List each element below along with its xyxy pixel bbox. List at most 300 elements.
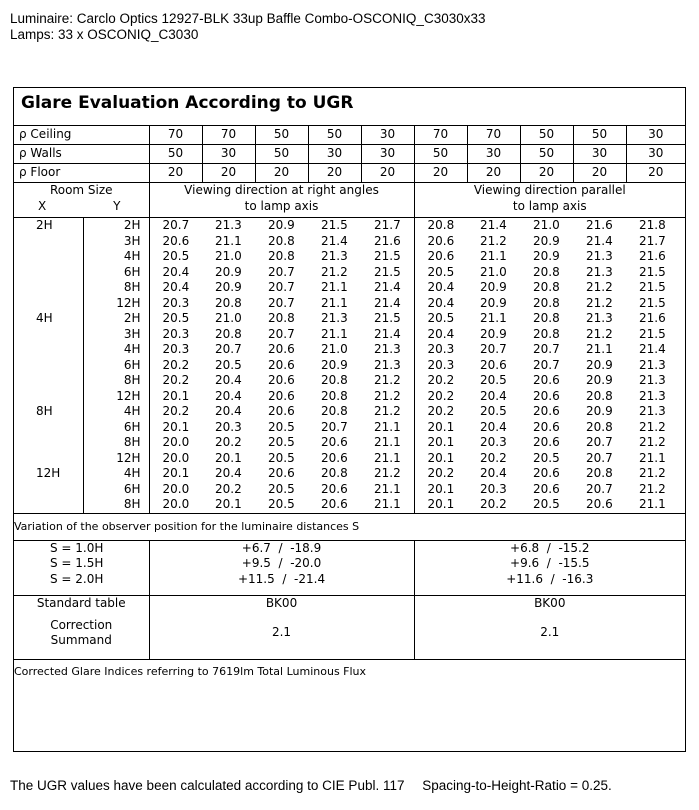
room-x-cell [14, 404, 83, 466]
ugr-value: 20.2 [427, 466, 455, 480]
ugr-value: 20.4 [480, 388, 507, 403]
ugr-value: 20.4 [427, 295, 455, 310]
ugr-value: 21.3 [586, 311, 613, 325]
room-y-value: 6H [123, 419, 141, 434]
ugr-value-column [149, 218, 202, 312]
ugr-value: 20.6 [533, 388, 560, 403]
ugr-value-column [361, 404, 414, 466]
ugr-value: 20.1 [427, 419, 455, 434]
room-x-value: 12H [36, 466, 61, 480]
room-y-value: 8H [123, 373, 141, 387]
direction-right-header [149, 183, 414, 218]
variation-parallel [414, 540, 685, 595]
room-y-value: 2H [123, 218, 141, 232]
reflectance-label: ρ Ceiling [14, 126, 149, 145]
ugr-value: 20.7 [321, 419, 348, 434]
room-x-value: 8H [36, 404, 53, 418]
room-y-value: 6H [123, 357, 141, 372]
ugr-value-column [308, 218, 361, 312]
ugr-value-column [361, 218, 414, 312]
reflectance-value: 30 [467, 145, 520, 164]
reflectance-value: 50 [308, 126, 361, 145]
ugr-value: 20.2 [480, 497, 507, 511]
reflectance-value: 30 [361, 145, 414, 164]
ugr-value: 20.4 [162, 280, 190, 294]
ugr-value-column [202, 311, 255, 404]
ugr-table [14, 125, 685, 684]
ugr-value: 21.1 [321, 295, 348, 310]
ugr-value: 20.5 [480, 373, 507, 387]
ugr-value: 20.4 [427, 326, 455, 341]
ugr-value: 20.7 [533, 342, 560, 356]
correction-label-line1: Correction [50, 617, 113, 632]
calc-note: The UGR values have been calculated according to CIE Publ. 117 [10, 778, 405, 793]
ugr-value: 21.3 [639, 404, 666, 418]
variation-label-row [14, 513, 685, 540]
ugr-value: 21.4 [586, 233, 613, 248]
ugr-value: 21.7 [374, 218, 401, 232]
reflectance-value: 30 [308, 145, 361, 164]
room-y-value: 3H [123, 326, 141, 341]
distance-labels [14, 540, 149, 595]
ugr-value: 20.6 [268, 357, 295, 372]
reflectance-value: 50 [255, 126, 308, 145]
ugr-value: 21.1 [374, 481, 401, 496]
ugr-value-column [308, 466, 361, 513]
ugr-value: 20.9 [480, 280, 507, 294]
ugr-value: 20.5 [268, 497, 295, 511]
ugr-value: 20.7 [268, 295, 295, 310]
ugr-value: 20.9 [586, 373, 613, 387]
ugr-value: 20.0 [162, 450, 190, 465]
ugr-value: 20.4 [215, 388, 242, 403]
reflectance-value: 20 [202, 164, 255, 183]
ugr-value: 21.6 [374, 233, 401, 248]
ugr-value: 21.1 [480, 311, 507, 325]
ugr-value: 21.5 [639, 264, 666, 279]
ugr-value: 20.8 [215, 326, 242, 341]
ugr-value: 20.6 [268, 404, 295, 418]
ugr-value-column [202, 218, 255, 312]
ratio-note: Spacing-to-Height-Ratio = 0.25. [422, 778, 612, 793]
standard-table-label: Standard table [14, 595, 149, 618]
ugr-value: 20.7 [162, 218, 190, 232]
ugr-value: 21.0 [215, 311, 242, 325]
room-x-value: 4H [36, 311, 53, 325]
ugr-value-column [626, 466, 685, 513]
room-y-value: 4H [123, 466, 141, 480]
ugr-value: 20.6 [321, 450, 348, 465]
ugr-value: 21.0 [533, 218, 560, 232]
room-x-value: 2H [36, 218, 53, 232]
distance-label: S = 1.5H [50, 556, 104, 570]
variation-parallel-value: +6.8 / -15.2 [510, 540, 590, 555]
reflectance-value: 30 [626, 145, 685, 164]
ugr-value-column [626, 311, 685, 404]
ugr-value: 20.8 [586, 466, 613, 480]
room-size-label: Room Size [49, 183, 113, 197]
ugr-value: 21.0 [215, 249, 242, 263]
ugr-value: 20.7 [215, 342, 242, 356]
reflectance-value: 70 [202, 126, 255, 145]
ugr-value: 21.2 [374, 466, 401, 480]
ugr-value-column [573, 404, 626, 466]
ugr-value: 21.5 [639, 295, 666, 310]
ugr-value-column [467, 466, 520, 513]
ugr-value: 21.2 [586, 326, 613, 341]
ugr-panel [13, 87, 686, 752]
observer-variation-row [14, 540, 685, 595]
ugr-value: 21.5 [374, 311, 401, 325]
ugr-value-column [414, 404, 467, 466]
ugr-value: 20.3 [215, 419, 242, 434]
ugr-value: 21.1 [639, 497, 666, 511]
ugr-value: 20.1 [427, 497, 455, 511]
ugr-value: 20.6 [427, 249, 455, 263]
lamps-line: Lamps: 33 x OSCONIQ_C3030 [10, 27, 199, 42]
reflectance-value: 20 [308, 164, 361, 183]
reflectance-value: 70 [467, 126, 520, 145]
ugr-value: 20.3 [162, 342, 190, 356]
ugr-value-column [361, 466, 414, 513]
reflectance-value: 50 [520, 126, 573, 145]
ugr-value: 20.2 [427, 373, 455, 387]
ugr-value: 20.8 [586, 419, 613, 434]
ugr-value: 21.1 [374, 419, 401, 434]
ugr-value: 20.3 [480, 481, 507, 496]
footnote-row [14, 659, 685, 684]
ugr-value: 21.3 [374, 342, 401, 356]
ugr-value: 20.5 [268, 419, 295, 434]
reflectance-value: 20 [573, 164, 626, 183]
room-y-value: 2H [123, 311, 141, 325]
ugr-value-column [573, 311, 626, 404]
ugr-value: 21.3 [215, 218, 242, 232]
ugr-value-column [361, 311, 414, 404]
ugr-value: 21.0 [321, 342, 348, 356]
reflectance-value: 20 [414, 164, 467, 183]
reflectance-value: 50 [573, 126, 626, 145]
ugr-value-column [202, 466, 255, 513]
ugr-value: 21.2 [374, 404, 401, 418]
ugr-value: 21.4 [374, 280, 401, 294]
reflectance-value: 30 [361, 126, 414, 145]
ugr-value: 20.2 [215, 435, 242, 449]
reflectance-value: 20 [520, 164, 573, 183]
room-x-cell [14, 218, 83, 312]
reflectance-value: 30 [626, 126, 685, 145]
ugr-value: 20.6 [427, 233, 455, 248]
room-y-value: 8H [123, 280, 141, 294]
ugr-value: 20.6 [533, 466, 560, 480]
room-x-cell [14, 311, 83, 404]
ugr-value: 20.4 [215, 404, 242, 418]
ugr-value: 20.7 [586, 450, 613, 465]
ugr-value: 21.2 [374, 373, 401, 387]
ugr-value-column [520, 218, 573, 312]
ugr-value-column [573, 466, 626, 513]
ugr-value: 20.2 [162, 404, 190, 418]
ugr-value: 20.8 [533, 326, 560, 341]
ugr-value: 20.3 [427, 342, 455, 356]
ugr-value-column [520, 404, 573, 466]
room-y-cell [83, 311, 149, 404]
reflectance-value: 70 [414, 126, 467, 145]
room-y-value: 4H [123, 404, 141, 418]
ugr-value: 21.1 [215, 233, 242, 248]
reflectance-label: ρ Walls [14, 145, 149, 164]
ugr-value-column [308, 404, 361, 466]
ugr-value: 20.9 [586, 404, 613, 418]
ugr-value: 20.1 [162, 419, 190, 434]
ugr-value: 20.4 [162, 264, 190, 279]
ugr-value: 20.5 [268, 435, 295, 449]
reflectance-value: 20 [149, 164, 202, 183]
room-y-value: 6H [123, 264, 141, 279]
ugr-value: 20.4 [480, 419, 507, 434]
ugr-value: 21.4 [374, 326, 401, 341]
reflectance-value: 50 [149, 145, 202, 164]
correction-parallel: 2.1 [540, 624, 560, 639]
ugr-value-column [467, 404, 520, 466]
ugr-value: 20.7 [268, 280, 295, 294]
ugr-value: 21.3 [586, 264, 613, 279]
room-group-row [14, 404, 685, 466]
ugr-value: 20.5 [268, 481, 295, 496]
variation-right [149, 540, 414, 595]
variation-parallel-value: +9.6 / -15.5 [510, 556, 590, 570]
ugr-value: 20.7 [533, 357, 560, 372]
ugr-value: 20.9 [586, 357, 613, 372]
ugr-value: 20.5 [268, 450, 295, 465]
ugr-value-column [255, 311, 308, 404]
correction-label [14, 618, 149, 660]
ugr-value: 20.1 [215, 450, 242, 465]
direction-right-line2: to lamp axis [244, 198, 319, 213]
footnote: Corrected Glare Indices referring to 7619lm Total Luminous Flux [14, 659, 685, 684]
standard-table-parallel: BK00 [414, 595, 685, 618]
ugr-value-column [414, 218, 467, 312]
ugr-value: 20.9 [480, 326, 507, 341]
ugr-value: 20.6 [533, 481, 560, 496]
ugr-value-column [626, 218, 685, 312]
ugr-value: 21.3 [639, 388, 666, 403]
ugr-value: 21.3 [321, 311, 348, 325]
ugr-value: 20.7 [268, 326, 295, 341]
ugr-value: 21.4 [321, 233, 348, 248]
ugr-value: 20.8 [321, 466, 348, 480]
room-y-label: Y [113, 198, 121, 213]
ugr-value: 20.5 [162, 311, 190, 325]
ugr-value: 21.3 [639, 373, 666, 387]
room-size-header [14, 183, 149, 218]
room-y-value: 4H [123, 342, 141, 356]
correction-row [14, 618, 685, 660]
ugr-value: 20.4 [480, 466, 507, 480]
ugr-value: 20.6 [321, 481, 348, 496]
ugr-value: 21.4 [480, 218, 507, 232]
ugr-value: 20.2 [480, 450, 507, 465]
room-group-row [14, 218, 685, 312]
ugr-value: 20.8 [268, 233, 295, 248]
ugr-value: 21.4 [639, 342, 666, 356]
ugr-value: 20.6 [533, 435, 560, 449]
reflectance-label: ρ Floor [14, 164, 149, 183]
room-y-value: 12H [116, 295, 141, 310]
ugr-value: 20.9 [215, 264, 242, 279]
reflectance-value: 20 [626, 164, 685, 183]
room-y-value: 12H [116, 450, 141, 465]
ugr-value-column [414, 311, 467, 404]
ugr-value: 21.2 [586, 295, 613, 310]
ugr-value: 20.6 [533, 419, 560, 434]
ugr-value: 21.3 [586, 249, 613, 263]
ugr-value: 21.2 [374, 388, 401, 403]
reflectance-value: 20 [361, 164, 414, 183]
ugr-value: 20.6 [268, 373, 295, 387]
ugr-value: 20.0 [162, 497, 190, 511]
room-y-value: 8H [123, 497, 141, 511]
variation-right-value: +6.7 / -18.9 [241, 540, 322, 555]
room-y-value: 12H [116, 388, 141, 403]
ugr-value-column [467, 218, 520, 312]
ugr-value: 21.7 [639, 233, 666, 248]
ugr-value: 20.2 [162, 357, 190, 372]
ugr-value: 21.6 [639, 249, 666, 263]
ugr-value: 21.1 [321, 326, 348, 341]
ugr-value: 21.6 [586, 218, 613, 232]
ugr-value: 21.3 [639, 357, 666, 372]
reflectance-value: 50 [520, 145, 573, 164]
ugr-value: 21.3 [321, 249, 348, 263]
ugr-value: 21.3 [374, 357, 401, 372]
reflectance-value: 20 [467, 164, 520, 183]
ugr-value: 20.5 [480, 404, 507, 418]
ugr-value: 20.2 [215, 481, 242, 496]
ugr-value-column [520, 311, 573, 404]
direction-parallel-line2: to lamp axis [512, 198, 587, 213]
ugr-value: 20.8 [533, 264, 560, 279]
ugr-value: 20.1 [427, 435, 455, 449]
room-y-value: 6H [123, 481, 141, 496]
standard-table-right: BK00 [149, 595, 414, 618]
reflectance-value: 30 [573, 145, 626, 164]
bottom-note [10, 778, 626, 793]
ugr-value: 20.6 [586, 497, 613, 511]
reflectance-value: 70 [149, 126, 202, 145]
variation-right-value: +11.5 / -21.4 [237, 571, 326, 586]
ugr-value: 20.6 [321, 435, 348, 449]
ugr-value: 20.6 [162, 233, 190, 248]
ugr-value: 21.8 [639, 218, 666, 232]
room-y-value: 8H [123, 435, 141, 449]
correction-label-line2: Summand [50, 633, 112, 647]
ugr-value: 20.8 [586, 388, 613, 403]
ugr-value: 20.4 [427, 280, 455, 294]
reflectance-row [14, 145, 685, 164]
ugr-value-column [573, 218, 626, 312]
room-y-value: 4H [123, 249, 141, 263]
ugr-value: 21.1 [321, 280, 348, 294]
ugr-value: 20.8 [533, 311, 560, 325]
ugr-value: 20.8 [321, 388, 348, 403]
room-group-row [14, 466, 685, 513]
ugr-value: 20.5 [162, 249, 190, 263]
ugr-value: 20.1 [162, 388, 190, 403]
ugr-value: 21.2 [639, 419, 666, 434]
ugr-value: 21.2 [639, 466, 666, 480]
ugr-value: 21.2 [480, 233, 507, 248]
ugr-value: 20.6 [533, 404, 560, 418]
ugr-value: 21.5 [374, 264, 401, 279]
ugr-value: 20.5 [533, 497, 560, 511]
ugr-value-column [255, 466, 308, 513]
ugr-value: 20.6 [268, 342, 295, 356]
direction-parallel-header [414, 183, 685, 218]
ugr-value: 20.1 [427, 450, 455, 465]
ugr-value: 20.9 [215, 280, 242, 294]
ugr-value: 21.1 [374, 435, 401, 449]
ugr-value: 21.1 [374, 450, 401, 465]
ugr-value-column [626, 404, 685, 466]
ugr-value: 20.6 [268, 466, 295, 480]
ugr-value-column [149, 466, 202, 513]
ugr-value-column [255, 404, 308, 466]
ugr-value: 21.2 [639, 481, 666, 496]
ugr-value: 21.5 [321, 218, 348, 232]
room-group-row [14, 311, 685, 404]
distance-label: S = 1.0H [50, 540, 104, 555]
ugr-value-column [149, 404, 202, 466]
variation-right-value: +9.5 / -20.0 [241, 556, 322, 570]
ugr-value: 20.6 [321, 497, 348, 511]
ugr-value: 20.6 [480, 357, 507, 372]
ugr-value: 21.5 [374, 249, 401, 263]
ugr-value: 21.5 [639, 280, 666, 294]
ugr-value-column [308, 311, 361, 404]
room-y-cell [83, 218, 149, 312]
standard-table-row [14, 595, 685, 618]
ugr-value: 20.8 [268, 311, 295, 325]
ugr-value-column [149, 311, 202, 404]
correction-right: 2.1 [149, 618, 414, 660]
ugr-value: 20.8 [321, 373, 348, 387]
reflectance-value: 20 [255, 164, 308, 183]
ugr-value: 20.9 [533, 249, 560, 263]
ugr-value: 20.9 [480, 295, 507, 310]
ugr-value: 20.4 [215, 373, 242, 387]
ugr-value: 20.3 [162, 326, 190, 341]
ugr-value: 20.7 [268, 264, 295, 279]
ugr-value: 20.5 [427, 264, 455, 279]
ugr-value: 20.2 [427, 388, 455, 403]
ugr-value: 20.0 [162, 481, 190, 496]
ugr-value: 20.8 [268, 249, 295, 263]
room-y-cell [83, 404, 149, 466]
ugr-value: 20.5 [215, 357, 242, 372]
ugr-value: 20.2 [162, 373, 190, 387]
room-x-label: X [38, 198, 47, 213]
ugr-value: 21.5 [639, 326, 666, 341]
ugr-value: 20.9 [533, 233, 560, 248]
ugr-value: 20.8 [427, 218, 455, 232]
ugr-value: 20.9 [321, 357, 348, 372]
direction-parallel-line1: Viewing direction parallel [473, 183, 626, 197]
ugr-value-column [202, 404, 255, 466]
room-y-cell [83, 466, 149, 513]
ugr-value: 20.8 [321, 404, 348, 418]
direction-header-row [14, 183, 685, 218]
